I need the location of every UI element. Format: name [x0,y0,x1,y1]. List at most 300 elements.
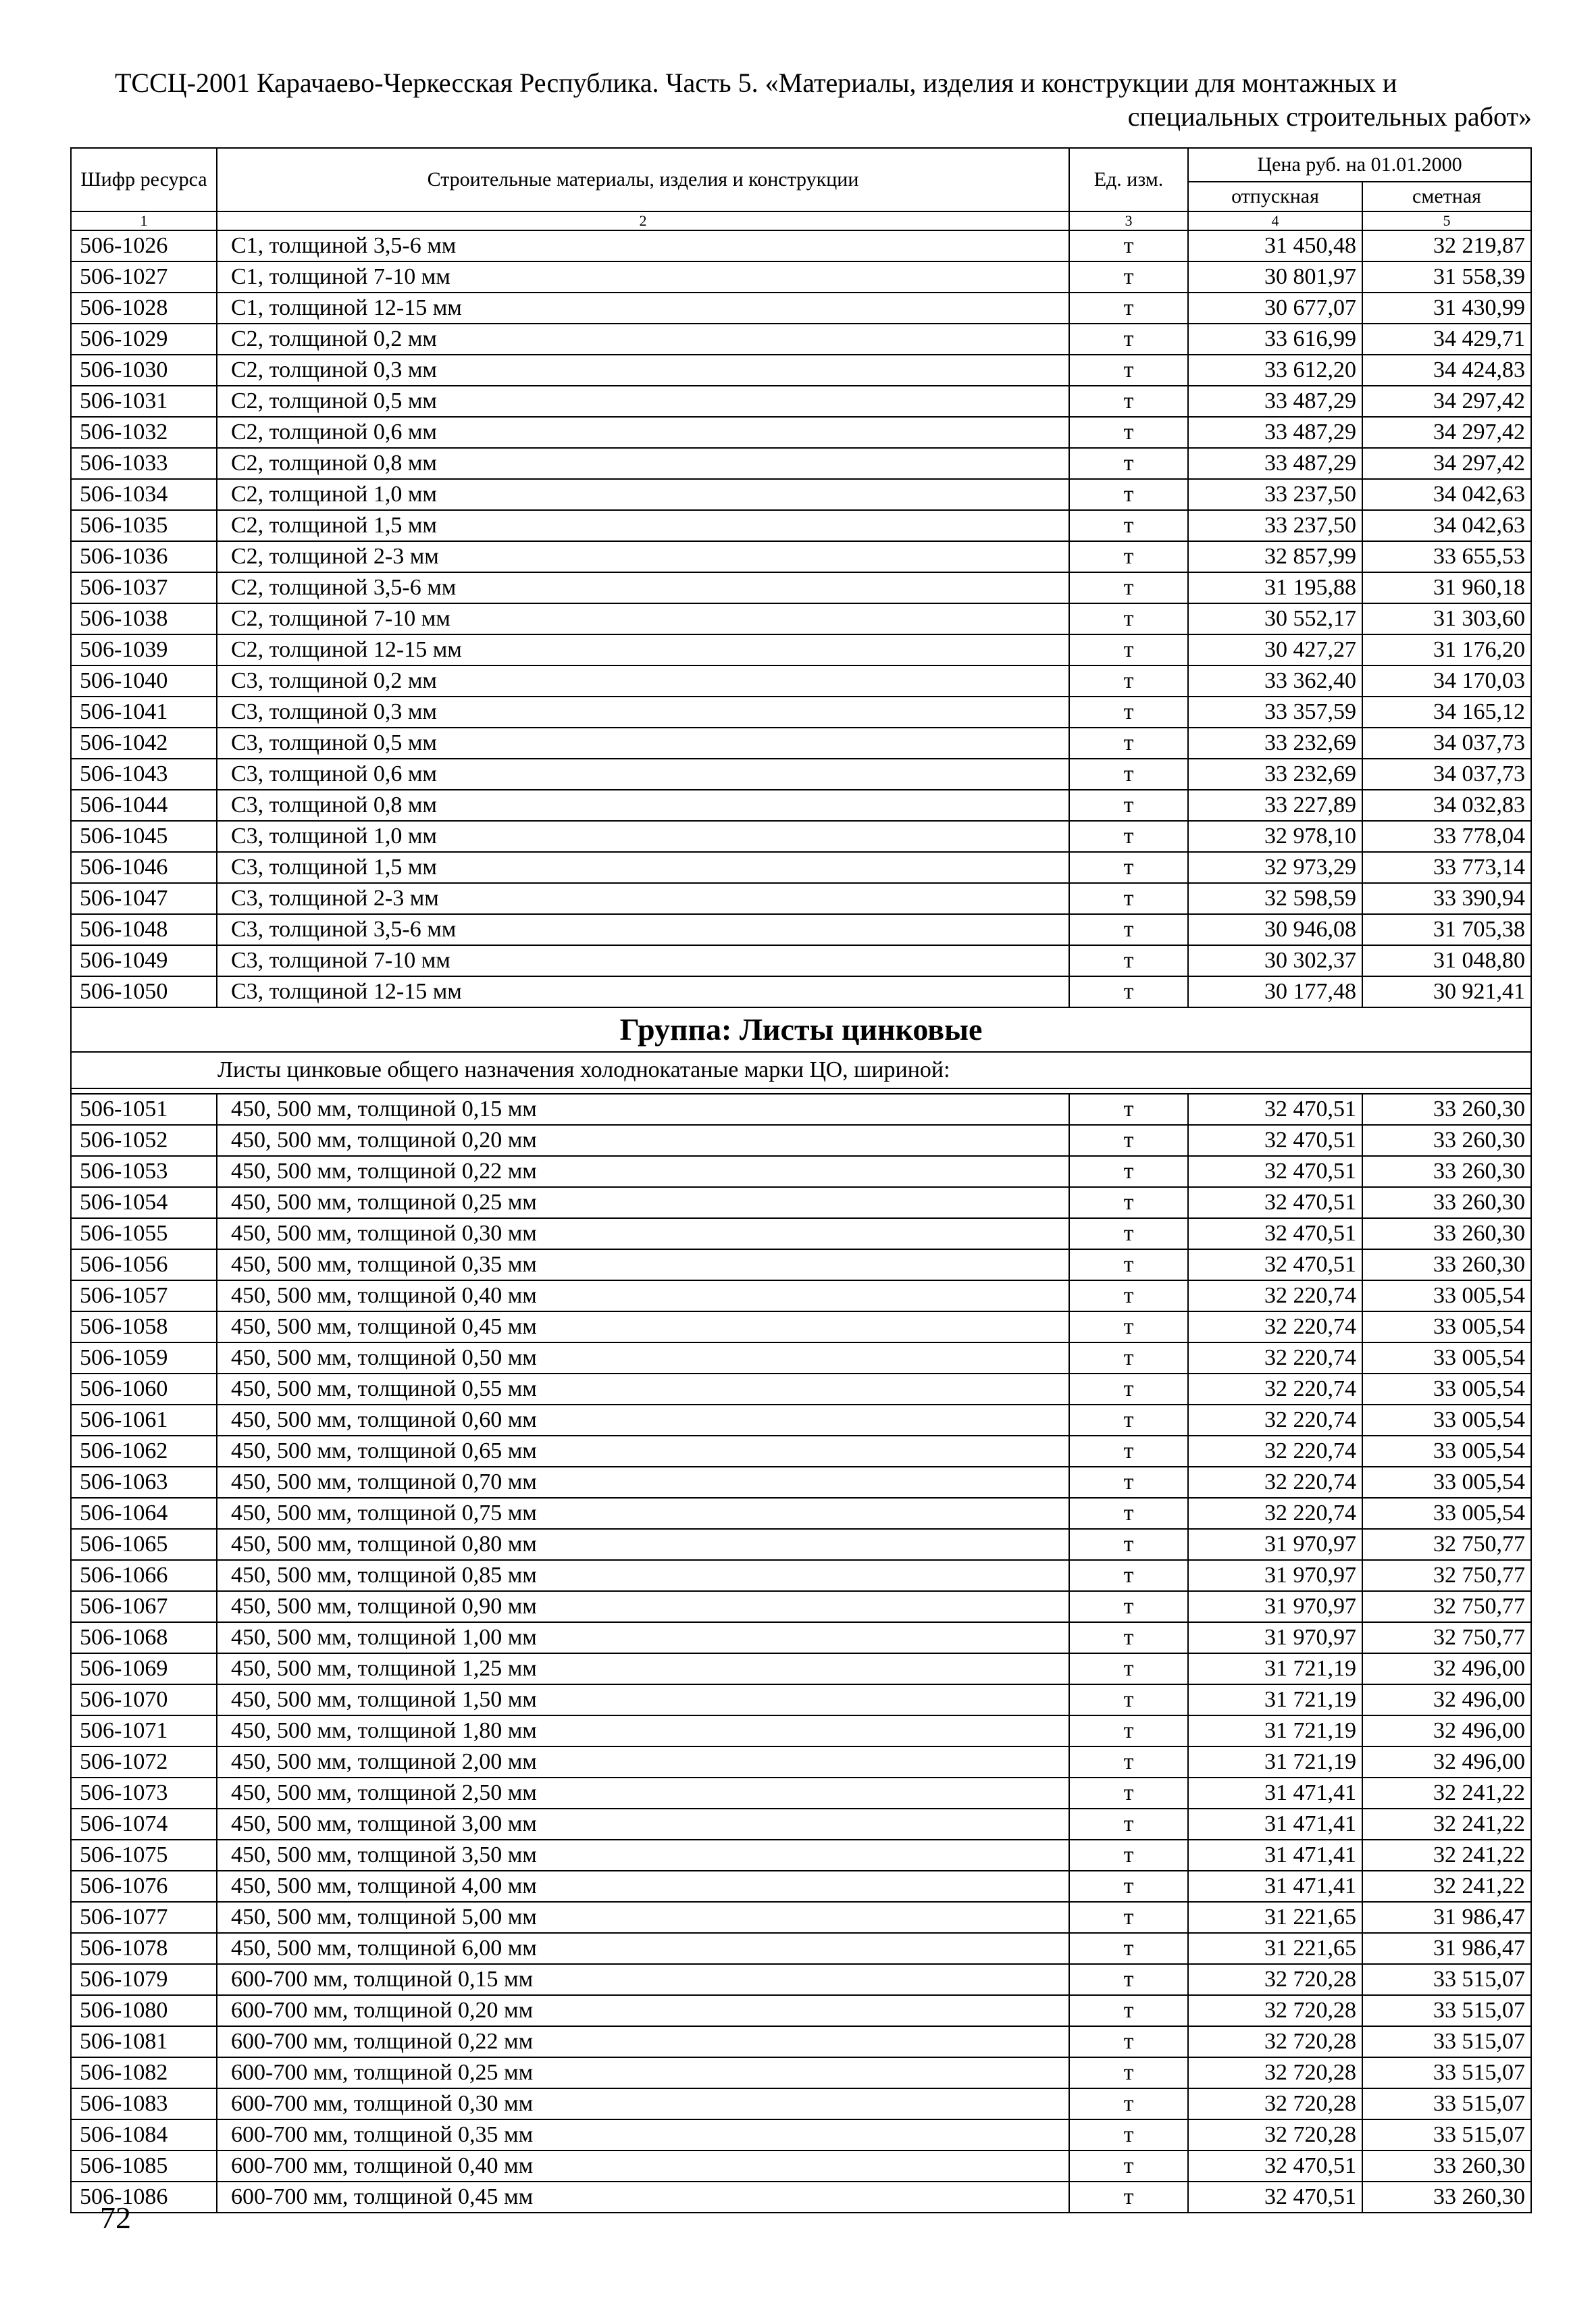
unit: т [1069,1591,1188,1622]
unit: т [1069,386,1188,417]
header-price: Цена руб. на 01.01.2000 [1188,148,1531,182]
resource-code: 506-1069 [71,1653,217,1684]
estimate-price: 32 241,22 [1362,1809,1531,1840]
header-unit: Ед. изм. [1069,148,1188,211]
resource-code: 506-1036 [71,541,217,572]
unit: т [1069,510,1188,541]
wholesale-price: 33 362,40 [1188,665,1362,697]
table-row [71,2057,1531,2088]
table-row [71,603,1531,634]
estimate-price: 33 005,54 [1362,1374,1531,1405]
column-number: 4 [1188,211,1362,230]
unit: т [1069,355,1188,386]
wholesale-price: 31 471,41 [1188,1871,1362,1902]
unit: т [1069,665,1188,697]
wholesale-price: 33 357,59 [1188,697,1362,728]
table-row [71,1467,1531,1498]
resource-code: 506-1078 [71,1933,217,1964]
estimate-price: 33 655,53 [1362,541,1531,572]
resource-code: 506-1040 [71,665,217,697]
unit: т [1069,1746,1188,1778]
resource-code: 506-1071 [71,1715,217,1746]
column-number-row [71,211,1531,230]
table-row [71,1249,1531,1280]
wholesale-price: 32 720,28 [1188,2088,1362,2119]
unit: т [1069,324,1188,355]
wholesale-price: 32 220,74 [1188,1280,1362,1311]
unit: т [1069,230,1188,261]
estimate-price: 31 048,80 [1362,945,1531,976]
wholesale-price: 33 487,29 [1188,417,1362,448]
price-table [70,147,1532,2213]
table-row [71,2026,1531,2057]
material-name: С3, толщиной 1,0 мм [217,821,1069,852]
material-name: 450, 500 мм, толщиной 1,80 мм [217,1715,1069,1746]
estimate-price: 33 005,54 [1362,1311,1531,1342]
resource-code: 506-1063 [71,1467,217,1498]
unit: т [1069,293,1188,324]
estimate-price: 30 921,41 [1362,976,1531,1007]
table-row [71,976,1531,1007]
table-row [71,1311,1531,1342]
wholesale-price: 33 237,50 [1188,510,1362,541]
unit: т [1069,728,1188,759]
wholesale-price: 32 220,74 [1188,1342,1362,1374]
unit: т [1069,603,1188,634]
material-name: С2, толщиной 2-3 мм [217,541,1069,572]
material-name: С2, толщиной 0,3 мм [217,355,1069,386]
wholesale-price: 30 552,17 [1188,603,1362,634]
wholesale-price: 33 237,50 [1188,479,1362,510]
estimate-price: 33 005,54 [1362,1405,1531,1436]
estimate-price: 34 297,42 [1362,386,1531,417]
unit: т [1069,2150,1188,2182]
material-name: 450, 500 мм, толщиной 0,35 мм [217,1249,1069,1280]
table-row [71,697,1531,728]
table-row [71,261,1531,293]
unit: т [1069,1902,1188,1933]
resource-code: 506-1046 [71,852,217,883]
material-name: С3, толщиной 0,8 мм [217,790,1069,821]
unit: т [1069,790,1188,821]
group-title: Группа: Листы цинковые [71,1007,1531,1052]
material-name: 600-700 мм, толщиной 0,20 мм [217,1995,1069,2026]
wholesale-price: 32 598,59 [1188,883,1362,914]
table-row [71,1591,1531,1622]
unit: т [1069,1778,1188,1809]
material-name: С2, толщиной 0,2 мм [217,324,1069,355]
estimate-price: 33 260,30 [1362,2182,1531,2213]
table-row [71,1778,1531,1809]
material-name: 600-700 мм, толщиной 0,35 мм [217,2119,1069,2150]
estimate-price: 33 515,07 [1362,2088,1531,2119]
wholesale-price: 31 721,19 [1188,1684,1362,1715]
wholesale-price: 33 227,89 [1188,790,1362,821]
column-number: 2 [217,211,1069,230]
material-name: 450, 500 мм, толщиной 0,65 мм [217,1436,1069,1467]
resource-code: 506-1076 [71,1871,217,1902]
column-number: 3 [1069,211,1188,230]
material-name: С3, толщиной 0,3 мм [217,697,1069,728]
wholesale-price: 33 612,20 [1188,355,1362,386]
estimate-price: 31 303,60 [1362,603,1531,634]
wholesale-price: 30 677,07 [1188,293,1362,324]
unit: т [1069,1187,1188,1218]
table-row [71,1653,1531,1684]
unit: т [1069,1311,1188,1342]
wholesale-price: 32 470,51 [1188,1156,1362,1187]
resource-code: 506-1027 [71,261,217,293]
wholesale-price: 32 470,51 [1188,1218,1362,1249]
material-name: 600-700 мм, толщиной 0,40 мм [217,2150,1069,2182]
resource-code: 506-1064 [71,1498,217,1529]
material-name: 600-700 мм, толщиной 0,22 мм [217,2026,1069,2057]
material-name: 450, 500 мм, толщиной 0,30 мм [217,1218,1069,1249]
estimate-price: 33 515,07 [1362,2026,1531,2057]
table-row [71,1529,1531,1560]
estimate-price: 33 260,30 [1362,2150,1531,2182]
material-name: 450, 500 мм, толщиной 0,75 мм [217,1498,1069,1529]
material-name: С2, толщиной 1,0 мм [217,479,1069,510]
wholesale-price: 32 720,28 [1188,2119,1362,2150]
estimate-price: 33 260,30 [1362,1218,1531,1249]
unit: т [1069,1094,1188,1125]
page-title-line1: ТССЦ-2001 Карачаево-Черкесская Республика. Часть 5. «Материалы, изделия и конструкции для монтажных и [115,68,1397,98]
table-row [71,945,1531,976]
estimate-price: 31 986,47 [1362,1902,1531,1933]
page-title-line2: специальных строительных работ» [1127,101,1532,132]
table-row [71,417,1531,448]
resource-code: 506-1077 [71,1902,217,1933]
resource-code: 506-1049 [71,945,217,976]
material-name: С2, толщиной 0,5 мм [217,386,1069,417]
table-row [71,386,1531,417]
estimate-price: 34 170,03 [1362,665,1531,697]
table-row [71,759,1531,790]
estimate-price: 32 750,77 [1362,1560,1531,1591]
material-name: 450, 500 мм, толщиной 0,60 мм [217,1405,1069,1436]
estimate-price: 31 430,99 [1362,293,1531,324]
resource-code: 506-1051 [71,1094,217,1125]
resource-code: 506-1061 [71,1405,217,1436]
estimate-price: 32 496,00 [1362,1746,1531,1778]
estimate-price: 34 424,83 [1362,355,1531,386]
wholesale-price: 31 970,97 [1188,1591,1362,1622]
table-row [71,510,1531,541]
resource-code: 506-1086 [71,2182,217,2213]
table-row [71,293,1531,324]
unit: т [1069,1249,1188,1280]
resource-code: 506-1033 [71,448,217,479]
wholesale-price: 32 470,51 [1188,2182,1362,2213]
unit: т [1069,759,1188,790]
table-row [71,1995,1531,2026]
table-row [71,1902,1531,1933]
resource-code: 506-1065 [71,1529,217,1560]
unit: т [1069,541,1188,572]
table-row [71,1964,1531,1995]
wholesale-price: 30 302,37 [1188,945,1362,976]
resource-code: 506-1029 [71,324,217,355]
material-name: С2, толщиной 0,6 мм [217,417,1069,448]
resource-code: 506-1052 [71,1125,217,1156]
wholesale-price: 32 470,51 [1188,1249,1362,1280]
table-row [71,2119,1531,2150]
table-row [71,1715,1531,1746]
table-row [71,665,1531,697]
wholesale-price: 31 221,65 [1188,1933,1362,1964]
resource-code: 506-1072 [71,1746,217,1778]
unit: т [1069,479,1188,510]
wholesale-price: 31 471,41 [1188,1809,1362,1840]
material-name: С3, толщиной 0,5 мм [217,728,1069,759]
table-row [71,914,1531,945]
wholesale-price: 33 232,69 [1188,728,1362,759]
resource-code: 506-1067 [71,1591,217,1622]
resource-code: 506-1034 [71,479,217,510]
material-name: 450, 500 мм, толщиной 4,00 мм [217,1871,1069,1902]
estimate-price: 33 005,54 [1362,1280,1531,1311]
resource-code: 506-1083 [71,2088,217,2119]
table-row [71,883,1531,914]
resource-code: 506-1062 [71,1436,217,1467]
unit: т [1069,2057,1188,2088]
wholesale-price: 32 978,10 [1188,821,1362,852]
material-name: 450, 500 мм, толщиной 1,50 мм [217,1684,1069,1715]
estimate-price: 32 241,22 [1362,1871,1531,1902]
material-name: 450, 500 мм, толщиной 0,80 мм [217,1529,1069,1560]
table-row [71,1746,1531,1778]
resource-code: 506-1079 [71,1964,217,1995]
estimate-price: 32 750,77 [1362,1591,1531,1622]
resource-code: 506-1066 [71,1560,217,1591]
material-name: С1, толщиной 3,5-6 мм [217,230,1069,261]
estimate-price: 32 750,77 [1362,1622,1531,1653]
estimate-price: 33 260,30 [1362,1156,1531,1187]
resource-code: 506-1055 [71,1218,217,1249]
material-name: С1, толщиной 7-10 мм [217,261,1069,293]
unit: т [1069,1125,1188,1156]
material-name: 450, 500 мм, толщиной 0,25 мм [217,1187,1069,1218]
resource-code: 506-1041 [71,697,217,728]
unit: т [1069,1933,1188,1964]
unit: т [1069,821,1188,852]
unit: т [1069,2088,1188,2119]
wholesale-price: 33 232,69 [1188,759,1362,790]
resource-code: 506-1068 [71,1622,217,1653]
table-row [71,1684,1531,1715]
resource-code: 506-1058 [71,1311,217,1342]
estimate-price: 33 005,54 [1362,1342,1531,1374]
unit: т [1069,417,1188,448]
resource-code: 506-1084 [71,2119,217,2150]
estimate-price: 33 005,54 [1362,1436,1531,1467]
unit: т [1069,1715,1188,1746]
page-title [68,66,1532,134]
group-subtitle: Листы цинковые общего назначения холоднокатаные марки ЦО, шириной: [71,1052,1531,1088]
material-name: С2, толщиной 7-10 мм [217,603,1069,634]
estimate-price: 34 042,63 [1362,479,1531,510]
table-row [71,2088,1531,2119]
material-name: 450, 500 мм, толщиной 3,00 мм [217,1809,1069,1840]
material-name: 450, 500 мм, толщиной 0,20 мм [217,1125,1069,1156]
material-name: 450, 500 мм, толщиной 0,85 мм [217,1560,1069,1591]
table-row [71,1342,1531,1374]
unit: т [1069,697,1188,728]
estimate-price: 33 515,07 [1362,1995,1531,2026]
header-estimate: сметная [1362,182,1531,211]
estimate-price: 32 219,87 [1362,230,1531,261]
material-name: С3, толщиной 2-3 мм [217,883,1069,914]
estimate-price: 31 558,39 [1362,261,1531,293]
table-row [71,1374,1531,1405]
price-table-container [70,147,1530,2213]
wholesale-price: 33 616,99 [1188,324,1362,355]
material-name: С3, толщиной 1,5 мм [217,852,1069,883]
material-name: 450, 500 мм, толщиной 0,50 мм [217,1342,1069,1374]
estimate-price: 32 241,22 [1362,1778,1531,1809]
table-row [71,355,1531,386]
material-name: 450, 500 мм, толщиной 6,00 мм [217,1933,1069,1964]
material-name: 600-700 мм, толщиной 0,15 мм [217,1964,1069,1995]
wholesale-price: 32 973,29 [1188,852,1362,883]
estimate-price: 31 705,38 [1362,914,1531,945]
wholesale-price: 31 195,88 [1188,572,1362,603]
estimate-price: 33 390,94 [1362,883,1531,914]
table-row [71,1809,1531,1840]
estimate-price: 33 260,30 [1362,1249,1531,1280]
material-name: С3, толщиной 7-10 мм [217,945,1069,976]
estimate-price: 34 042,63 [1362,510,1531,541]
wholesale-price: 32 470,51 [1188,1187,1362,1218]
rows-section-b [71,1094,1531,2213]
column-number: 1 [71,211,217,230]
material-name: 600-700 мм, толщиной 0,30 мм [217,2088,1069,2119]
material-name: 450, 500 мм, толщиной 1,00 мм [217,1622,1069,1653]
resource-code: 506-1035 [71,510,217,541]
table-row [71,1125,1531,1156]
wholesale-price: 32 220,74 [1188,1311,1362,1342]
resource-code: 506-1050 [71,976,217,1007]
unit: т [1069,1529,1188,1560]
unit: т [1069,1840,1188,1871]
resource-code: 506-1038 [71,603,217,634]
resource-code: 506-1044 [71,790,217,821]
resource-code: 506-1031 [71,386,217,417]
wholesale-price: 32 720,28 [1188,2057,1362,2088]
table-row [71,1933,1531,1964]
unit: т [1069,1405,1188,1436]
header-name: Строительные материалы, изделия и конструкции [217,148,1069,211]
table-row [71,2150,1531,2182]
resource-code: 506-1070 [71,1684,217,1715]
table-row [71,1218,1531,1249]
unit: т [1069,976,1188,1007]
table-row [71,634,1531,665]
unit: т [1069,448,1188,479]
wholesale-price: 32 720,28 [1188,2026,1362,2057]
unit: т [1069,1436,1188,1467]
unit: т [1069,2119,1188,2150]
resource-code: 506-1047 [71,883,217,914]
estimate-price: 34 037,73 [1362,759,1531,790]
material-name: 450, 500 мм, толщиной 2,00 мм [217,1746,1069,1778]
unit: т [1069,1995,1188,2026]
unit: т [1069,1809,1188,1840]
resource-code: 506-1048 [71,914,217,945]
material-name: 450, 500 мм, толщиной 5,00 мм [217,1902,1069,1933]
material-name: С3, толщиной 0,6 мм [217,759,1069,790]
wholesale-price: 31 721,19 [1188,1746,1362,1778]
table-row [71,1560,1531,1591]
estimate-price: 34 032,83 [1362,790,1531,821]
material-name: 450, 500 мм, толщиной 0,55 мм [217,1374,1069,1405]
wholesale-price: 32 470,51 [1188,2150,1362,2182]
unit: т [1069,852,1188,883]
table-row [71,324,1531,355]
resource-code: 506-1075 [71,1840,217,1871]
estimate-price: 33 005,54 [1362,1467,1531,1498]
material-name: С2, толщиной 0,8 мм [217,448,1069,479]
unit: т [1069,1653,1188,1684]
estimate-price: 34 037,73 [1362,728,1531,759]
material-name: С1, толщиной 12-15 мм [217,293,1069,324]
wholesale-price: 30 946,08 [1188,914,1362,945]
header-code: Шифр ресурса [71,148,217,211]
material-name: 450, 500 мм, толщиной 0,90 мм [217,1591,1069,1622]
table-row [71,1436,1531,1467]
resource-code: 506-1030 [71,355,217,386]
wholesale-price: 32 220,74 [1188,1405,1362,1436]
material-name: 450, 500 мм, толщиной 0,15 мм [217,1094,1069,1125]
wholesale-price: 32 470,51 [1188,1094,1362,1125]
estimate-price: 33 005,54 [1362,1498,1531,1529]
wholesale-price: 31 471,41 [1188,1778,1362,1809]
wholesale-price: 33 487,29 [1188,448,1362,479]
wholesale-price: 31 970,97 [1188,1529,1362,1560]
material-name: 600-700 мм, толщиной 0,45 мм [217,2182,1069,2213]
wholesale-price: 31 721,19 [1188,1715,1362,1746]
estimate-price: 33 773,14 [1362,852,1531,883]
unit: т [1069,914,1188,945]
table-row [71,852,1531,883]
unit: т [1069,1156,1188,1187]
wholesale-price: 32 220,74 [1188,1436,1362,1467]
estimate-price: 31 960,18 [1362,572,1531,603]
unit: т [1069,1342,1188,1374]
table-row [71,448,1531,479]
unit: т [1069,1622,1188,1653]
resource-code: 506-1073 [71,1778,217,1809]
unit: т [1069,1218,1188,1249]
unit: т [1069,572,1188,603]
material-name: С2, толщиной 12-15 мм [217,634,1069,665]
wholesale-price: 32 470,51 [1188,1125,1362,1156]
table-row [71,2182,1531,2213]
resource-code: 506-1056 [71,1249,217,1280]
unit: т [1069,1684,1188,1715]
unit: т [1069,2182,1188,2213]
wholesale-price: 30 427,27 [1188,634,1362,665]
wholesale-price: 32 720,28 [1188,1964,1362,1995]
estimate-price: 32 496,00 [1362,1715,1531,1746]
unit: т [1069,1964,1188,1995]
estimate-price: 33 260,30 [1362,1094,1531,1125]
table-row [71,1871,1531,1902]
unit: т [1069,1467,1188,1498]
resource-code: 506-1026 [71,230,217,261]
column-number: 5 [1362,211,1531,230]
